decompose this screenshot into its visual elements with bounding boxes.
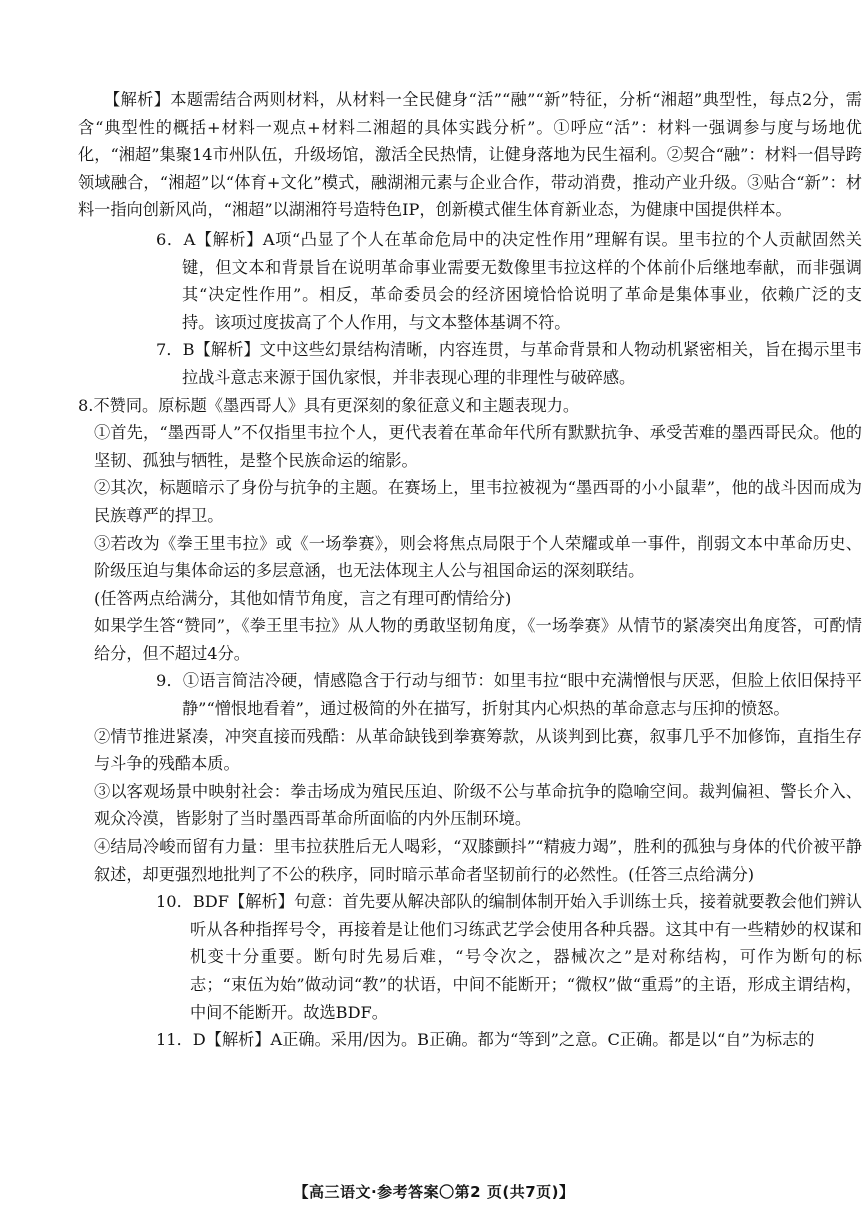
answer-10 <box>0 888 868 1026</box>
answer-8-text: 8.不赞同。原标题《墨西哥人》具有更深刻的象征意义和主题表现力。 <box>78 395 580 415</box>
answer-11 <box>0 1026 868 1054</box>
answer-6-number: 6． <box>156 229 184 249</box>
answer-8-point-3: ③若改为《拳王里韦拉》或《一场拳赛》，则会将焦点局限于个人荣耀或单一事件，削弱文本中革命历史、阶级压迫与集体命运的多层意涵，也无法体现主人公与祖国命运的深刻联结。 <box>94 533 862 581</box>
answer-10-number: 10． <box>156 892 193 912</box>
answer-9-point-4: ④结局冷峻而留有力量：里韦拉获胜后无人喝彩，“双膝颤抖”“精疲力竭”，胜利的孤独与身体的代价被平静叙述，却更强烈地批判了不公的秩序，同时暗示革命者坚韧前行的必然性。(任答三点给满分) <box>94 837 862 884</box>
answer-6-text: 6．A【解析】A项“凸显了个人在革命危局中的决定性作用”理解有误。里韦拉的个人贡献固然关键，但文本和背景旨在说明革命事业需要无数像里韦拉这样的个体前仆后继地奉献，而非强调其“决定性作用”。相反，革命委员会的经济困境恰恰说明了革命是集体事业，依赖广泛的支持。该项过度拔高了个人作用，与文本整体基调不符。 <box>156 229 862 332</box>
answer-5-analysis: 【解析】本题需结合两则材料，从材料一全民健身“活”“融”“新”特征，分析“湘超”典型性，每点2分，需含“典型性的概括+材料一观点+材料二湘超的具体实践分析”。①呼应“活”：材料一强调参与度与场地优化，“湘超”集聚14市州队伍，升级场馆，激活全民热情，让健身落地为民生福利。②契合“融”：材料一倡导跨领域融合，“湘超”以“体育+文化”模式，融湖湘元素与企业合作，带动消费，推动产业升级。③贴合“新”：材料一指向创新风尚，“湘超”以湖湘符号造特色IP，创新模式催生体育新业态，为健康中国提供样本。 <box>78 90 862 220</box>
answer-7-number: 7． <box>156 340 183 360</box>
answer-8 <box>0 392 868 420</box>
answer-9-point-2: ②情节推进紧凑，冲突直接而残酷：从革命缺钱到拳赛筹款，从谈判到比赛，叙事几乎不加修饰，直指生存与斗争的残酷本质。 <box>94 726 862 774</box>
answer-9-text: 9．①语言简洁冷硬，情感隐含于行动与细节：如里韦拉“眼中充满憎恨与厌恶，但脸上依旧保持平静”“憎恨地看着”，通过极简的外在描写，折射其内心炽热的革命意志与压抑的愤怒。 <box>156 671 862 719</box>
answer-8-scoring-note: (任答两点给满分，其他如情节角度，言之有理可酌情给分) <box>94 588 512 608</box>
answer-8-number: 8. <box>78 395 94 415</box>
answer-11-text: 11．D【解析】A正确。采用/因为。B正确。都为“等到”之意。C正确。都是以“自”为标志的 <box>156 1030 815 1050</box>
answer-9-point-3: ③以客观场景中映射社会：拳击场成为殖民压迫、阶级不公与革命抗争的隐喻空间。裁判偏袒、警长介入、观众冷漠，皆影射了当时墨西哥革命所面临的内外压制环境。 <box>94 781 862 829</box>
answer-9 <box>0 667 868 722</box>
page-footer: 【高三语文·参考答案〇第2 页(共7页)】 <box>293 1183 575 1201</box>
answer-7-text: 7．B【解析】文中这些幻景结构清晰，内容连贯，与革命背景和人物动机紧密相关，旨在揭示里韦拉战斗意志来源于国仇家恨，并非表现心理的非理性与破碎感。 <box>156 340 862 387</box>
answer-11-number: 11． <box>156 1030 193 1050</box>
answer-6 <box>0 226 868 336</box>
answer-8-point-2: ②其次，标题暗示了身份与抗争的主题。在赛场上，里韦拉被视为“墨西哥的小小鼠辈”，他的战斗因而成为民族尊严的捍卫。 <box>94 478 862 525</box>
answer-10-text: 10．BDF【解析】句意：首先要从解决部队的编制体制开始入手训练士兵，接着就要教会他们辨认听从各种指挥号令，再接着是让他们习练武艺学会使用各种兵器。这其中有一些精妙的权谋和机变十分重要。断句时先易后难，“号令次之，器械次之”是对称结构，可作为断句的标志；“束伍为始”做动词“教”的状语，中间不能断开；“微权”做“重焉”的主语，形成主谓结构，中间不能断开。故选BDF。 <box>156 892 862 1022</box>
answer-8-alternative: 如果学生答“赞同”，《拳王里韦拉》从人物的勇敢坚韧角度，《一场拳赛》从情节的紧凑突出角度答，可酌情给分，但不超过4分。 <box>94 616 862 663</box>
answer-7 <box>0 336 868 391</box>
answer-9-number: 9． <box>156 671 183 691</box>
answer-8-point-1: ①首先，“墨西哥人”不仅指里韦拉个人，更代表着在革命年代所有默默抗争、承受苦难的墨西哥民众。他的坚韧、孤独与牺牲，是整个民族命运的缩影。 <box>94 423 862 470</box>
